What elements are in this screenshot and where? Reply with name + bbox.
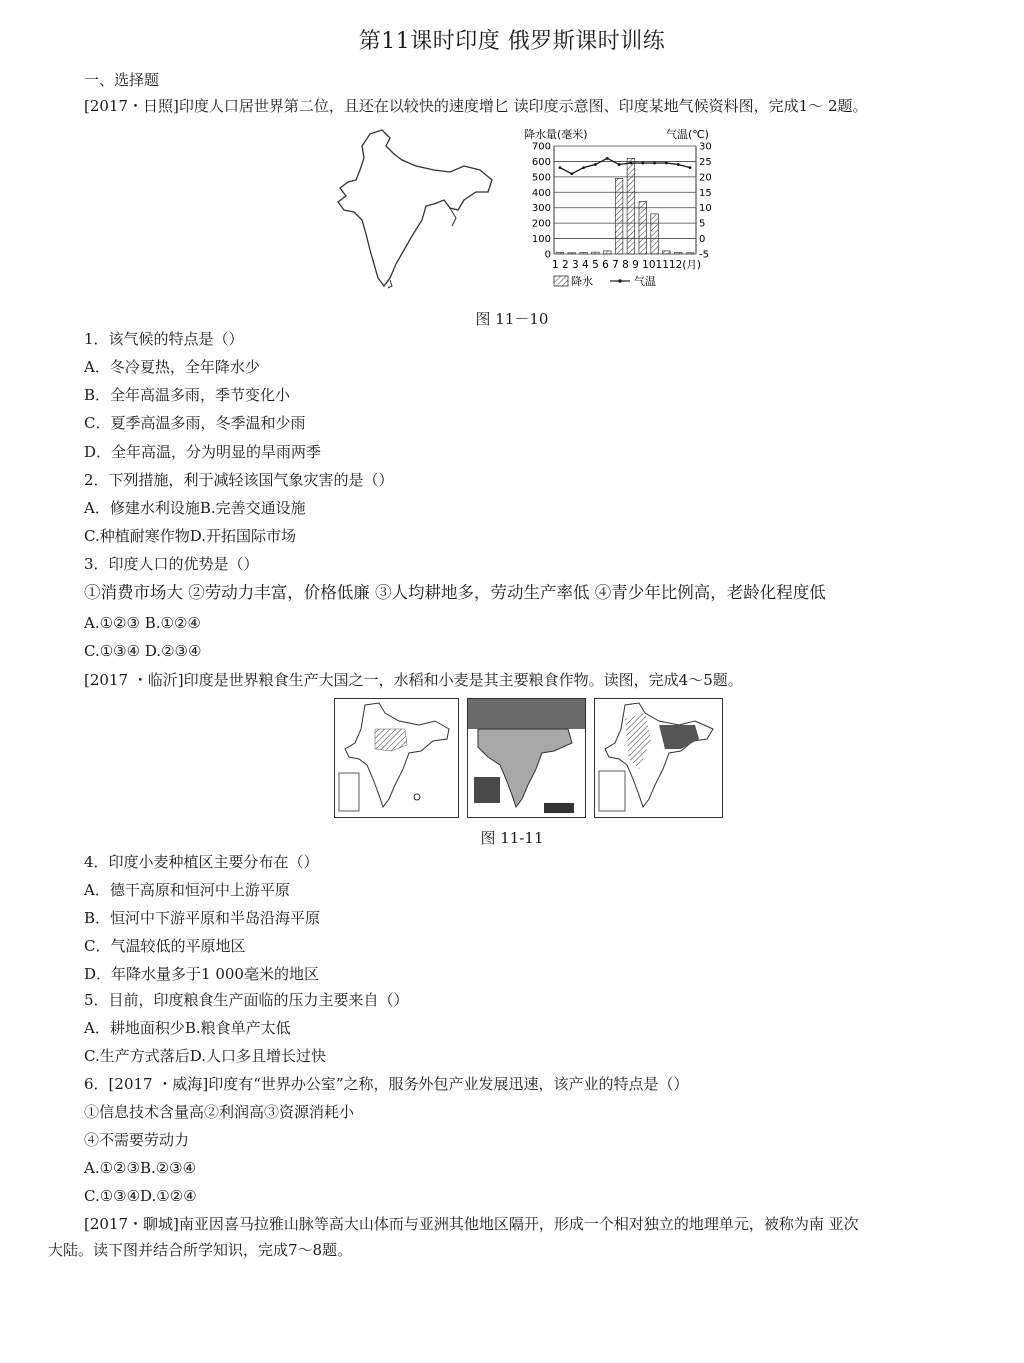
question-6-options-ab: A.①②③B.②③④ [84, 1159, 197, 1177]
rainfall-band [625, 713, 651, 769]
question-1: 1．该气候的特点是（） [84, 330, 244, 348]
question-3-options-cd: C.①③④ D.②③④ [84, 642, 202, 660]
sri-lanka-shape [414, 794, 420, 800]
question-3-statements: ①消费市场大 ②劳动力丰富，价格低廉 ③人均耕地多，劳动生产率低 ④青少年比例高，老龄化程度低 [84, 583, 826, 602]
question-3-options-ab: A.①②③ B.①②④ [84, 614, 201, 632]
left-tick-label: 700 [531, 141, 551, 153]
legend-box [339, 773, 359, 811]
right-tick-label: 0 [699, 234, 706, 246]
intro-text-3b: 大陆。读下图并结合所学知识，完成7～8题。 [48, 1241, 353, 1259]
page-title: 第11课时印度 俄罗斯课时训练 [358, 29, 666, 54]
question-4-option-c: C．气温较低的平原地区 [84, 937, 246, 955]
question-5-options-cd: C.生产方式落后D.人口多且增长过快 [84, 1047, 326, 1065]
question-1-option-a: A．冬冷夏热，全年降水少 [84, 358, 260, 376]
climate-chart-svg [518, 126, 728, 291]
precipitation-bar-month-2 [568, 253, 576, 254]
figure-caption-1: 图 11－10 [475, 310, 549, 328]
question-6-options-cd: C.①③④D.①②④ [84, 1187, 197, 1205]
left-tick-label: 200 [531, 218, 551, 230]
india-outline-map [330, 126, 500, 291]
question-2-options-cd: C.种植耐寒作物D.开拓国际市场 [84, 527, 296, 545]
question-6-statements-1: ①信息技术含量高②利润高③资源消耗小 [84, 1103, 355, 1121]
right-tick-label: 30 [699, 141, 712, 153]
question-6-statements-2: ④不需要劳动力 [84, 1131, 190, 1149]
precipitation-bar-month-8 [639, 202, 647, 254]
question-2: 2．下列措施，利于减轻该国气象灾害的是（） [84, 471, 394, 489]
precipitation-bar-month-9 [651, 214, 659, 254]
legend-box [474, 777, 500, 803]
temperature-point-month-7 [630, 162, 633, 165]
figure-caption-2: 图 11-11 [480, 829, 544, 847]
left-tick-label: 300 [531, 203, 551, 215]
precipitation-bar-month-10 [663, 251, 671, 254]
climate-chart [518, 126, 728, 291]
temperature-point-month-3 [582, 166, 585, 169]
precipitation-bar-month-3 [580, 252, 588, 254]
precipitation-bar-month-6 [615, 178, 623, 254]
section-heading: 一、选择题 [84, 71, 160, 89]
temperature-point-month-5 [606, 157, 609, 160]
temperature-point-month-12 [689, 166, 692, 169]
question-5: 5．目前，印度粮食生产面临的压力主要来自（） [84, 991, 409, 1009]
precipitation-bar-month-7 [627, 158, 635, 254]
precipitation-bar-month-1 [556, 252, 564, 254]
right-tick-label: -5 [699, 249, 709, 261]
temperature-point-month-6 [618, 163, 621, 166]
month-labels: 1 2 3 4 5 6 7 8 9 101112(月) [552, 259, 701, 271]
legend-rain-label: 降水 [571, 275, 593, 288]
temperature-point-month-4 [594, 163, 597, 166]
intro-text-3a: [2017・聊城]南亚因喜马拉雅山脉等高大山体而与亚洲其他地区隔开，形成一个相对独立的地理单元，被称为南 亚次 [84, 1215, 859, 1233]
right-tick-label: 15 [699, 187, 712, 199]
temperature-point-month-1 [559, 166, 562, 169]
left-axis-title: 降水量(毫米) [524, 128, 588, 141]
temperature-point-month-8 [641, 162, 644, 165]
india-rice-wheat-map [334, 698, 459, 818]
right-tick-label: 5 [699, 218, 706, 230]
left-tick-label: 0 [544, 249, 551, 261]
temperature-point-month-9 [653, 162, 656, 165]
precipitation-bar-month-5 [603, 251, 611, 254]
question-4-option-a: A．德干高原和恒河中上游平原 [84, 881, 290, 899]
question-6: 6．[2017 ・威海]印度有“世界办公室”之称，服务外包产业发展迅速，该产业的特点是（） [84, 1075, 689, 1093]
intro-text-2: [2017 ・临沂]印度是世界粮食生产大国之一，水稻和小麦是其主要粮食作物。读图，完成4～5题。 [84, 671, 743, 689]
question-1-option-d: D．全年高温，分为明显的旱雨两季 [84, 443, 322, 461]
temperature-point-month-11 [677, 163, 680, 166]
right-tick-label: 25 [699, 156, 712, 168]
question-5-options-ab: A．耕地面积少B.粮食单产太低 [84, 1019, 291, 1037]
map-label-box [544, 803, 574, 813]
left-tick-label: 100 [531, 234, 551, 246]
precipitation-bar-month-12 [686, 253, 694, 254]
precipitation-bar-month-4 [592, 252, 600, 254]
right-tick-label: 10 [699, 203, 712, 215]
left-tick-label: 600 [531, 156, 551, 168]
intro-text-1: [2017・日照]印度人口居世界第二位，且还在以较快的速度增匕 读印度示意图、印度某地气候资料图，完成1～ 2题。 [84, 97, 868, 115]
wheat-region [375, 729, 407, 751]
legend-temp-dot [618, 279, 622, 283]
temperature-point-month-10 [665, 162, 668, 165]
question-2-options-ab: A．修建水利设施B.完善交通设施 [84, 499, 306, 517]
legend-rain-swatch [554, 276, 568, 286]
temperature-point-month-2 [570, 172, 573, 175]
legend-box [599, 771, 625, 811]
question-1-option-b: B．全年高温多雨，季节变化小 [84, 386, 291, 404]
right-axis-title: 气温(℃) [666, 128, 709, 141]
question-1-option-c: C．夏季高温多雨，冬季温和少雨 [84, 414, 306, 432]
left-tick-label: 500 [531, 172, 551, 184]
ganges-region [659, 725, 699, 749]
himalaya-region [468, 699, 585, 729]
temperature-line [560, 158, 690, 173]
precipitation-bar-month-11 [674, 252, 682, 254]
india-precipitation-map [594, 698, 723, 818]
question-3: 3．印度人口的优势是（） [84, 555, 259, 573]
left-tick-label: 400 [531, 187, 551, 199]
india-terrain-map [467, 698, 586, 818]
question-4: 4．印度小麦种植区主要分布在（） [84, 853, 319, 871]
question-4-option-b: B．恒河中下游平原和半岛沿海平原 [84, 909, 321, 927]
legend-temp-label: 气温 [634, 275, 656, 288]
right-tick-label: 20 [699, 172, 712, 184]
question-4-option-d: D．年降水量多于1 000毫米的地区 [84, 965, 319, 983]
